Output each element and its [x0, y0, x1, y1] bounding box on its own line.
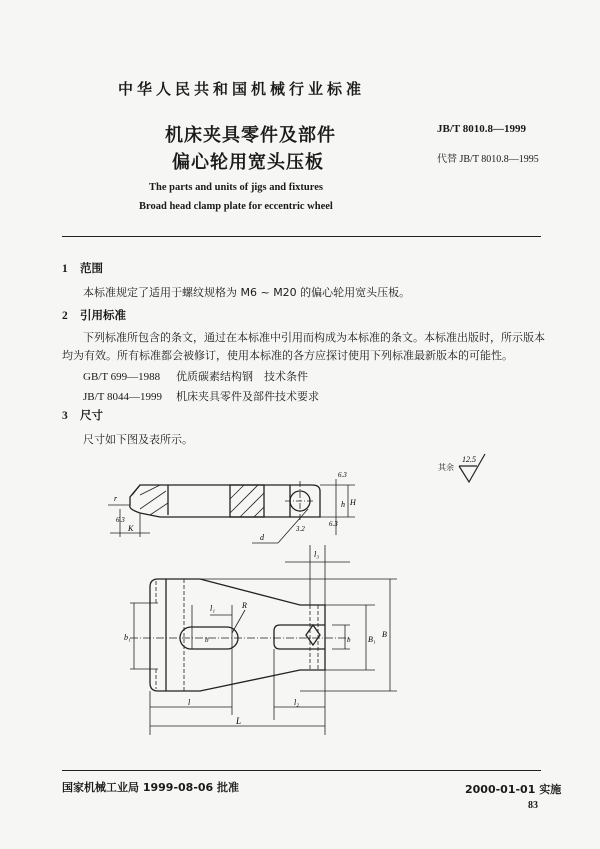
section-title: 引用标准: [80, 308, 126, 322]
svg-text:b: b: [347, 636, 351, 644]
approval-info: 国家机械工业局 1999-08-06 批准: [62, 781, 240, 794]
section-title: 尺寸: [80, 408, 103, 422]
svg-text:d: d: [260, 533, 264, 542]
section-number: 1: [62, 263, 68, 275]
svg-text:l₃: l₃: [314, 550, 320, 559]
roughness-symbol-icon: [455, 452, 495, 487]
svg-text:r: r: [114, 494, 118, 503]
svg-text:6.3: 6.3: [338, 471, 347, 479]
page-number: 83: [528, 800, 538, 811]
reference-code: JB/T 8044—1999: [83, 391, 162, 403]
top-view-drawing: [100, 545, 400, 735]
svg-text:B₁: B₁: [368, 635, 376, 644]
svg-text:12.5: 12.5: [462, 455, 476, 464]
section-2-text-line1: 下列标准所包含的条文，通过在本标准中引用而构成为本标准的条文。本标准出版时，所示版本: [83, 331, 545, 344]
section-number: 2: [62, 310, 68, 322]
reference-title: 优质碳素结构钢 技术条件: [176, 370, 308, 383]
reference-item: [83, 388, 319, 406]
title-zh-line1: 机床夹具零件及部件: [165, 125, 336, 146]
replaces-standard: 代替 JB/T 8010.8—1995: [437, 154, 539, 165]
reference-code: GB/T 699—1988: [83, 371, 161, 383]
section-2-text-line2: 均为有效。所有标准都会被修订，使用本标准的各方应探讨使用下列标准最新版本的可能性。: [62, 349, 513, 362]
footer-divider: [62, 770, 541, 771]
section-1-text: 本标准规定了适用于螺纹规格为 M6 ~ M20 的偏心轮用宽头压板。: [83, 286, 411, 299]
header-divider: [62, 236, 541, 237]
svg-text:h: h: [341, 500, 345, 509]
section-1-heading: [62, 260, 103, 276]
svg-text:H: H: [350, 498, 356, 507]
section-3-heading: [62, 407, 103, 423]
side-view-drawing: [100, 465, 360, 545]
svg-text:l: l: [188, 698, 191, 707]
reference-title: 机床夹具零件及部件技术要求: [176, 390, 319, 403]
svg-text:K: K: [128, 524, 134, 533]
svg-text:L: L: [236, 716, 242, 726]
title-zh-line2: 偏心轮用宽头压板: [172, 152, 324, 173]
svg-text:l₁: l₁: [210, 604, 216, 613]
title-en-line1: The parts and units of jigs and fixtures: [149, 182, 323, 193]
svg-text:6.3: 6.3: [329, 520, 338, 528]
section-number: 3: [62, 410, 68, 422]
svg-text:R: R: [242, 601, 247, 610]
title-en-line2: Broad head clamp plate for eccentric wheel: [139, 201, 333, 212]
standard-type-header: 中华人民共和国机械行业标准: [118, 80, 366, 98]
svg-text:b₁: b₁: [124, 633, 131, 642]
section-2-heading: [62, 307, 126, 323]
reference-item: [83, 368, 308, 386]
section-title: 范围: [80, 261, 103, 275]
svg-text:6.3: 6.3: [116, 516, 125, 524]
section-3-text: 尺寸如下图及表所示。: [83, 433, 193, 446]
svg-text:B: B: [382, 630, 387, 639]
roughness-note-label: 其余: [438, 463, 454, 472]
svg-text:3.2: 3.2: [296, 525, 305, 533]
standard-number: JB/T 8010.8—1999: [437, 123, 527, 135]
svg-text:l₂: l₂: [294, 698, 300, 707]
effective-date: 2000-01-01 实施: [465, 783, 562, 796]
svg-text:b: b: [205, 636, 209, 644]
